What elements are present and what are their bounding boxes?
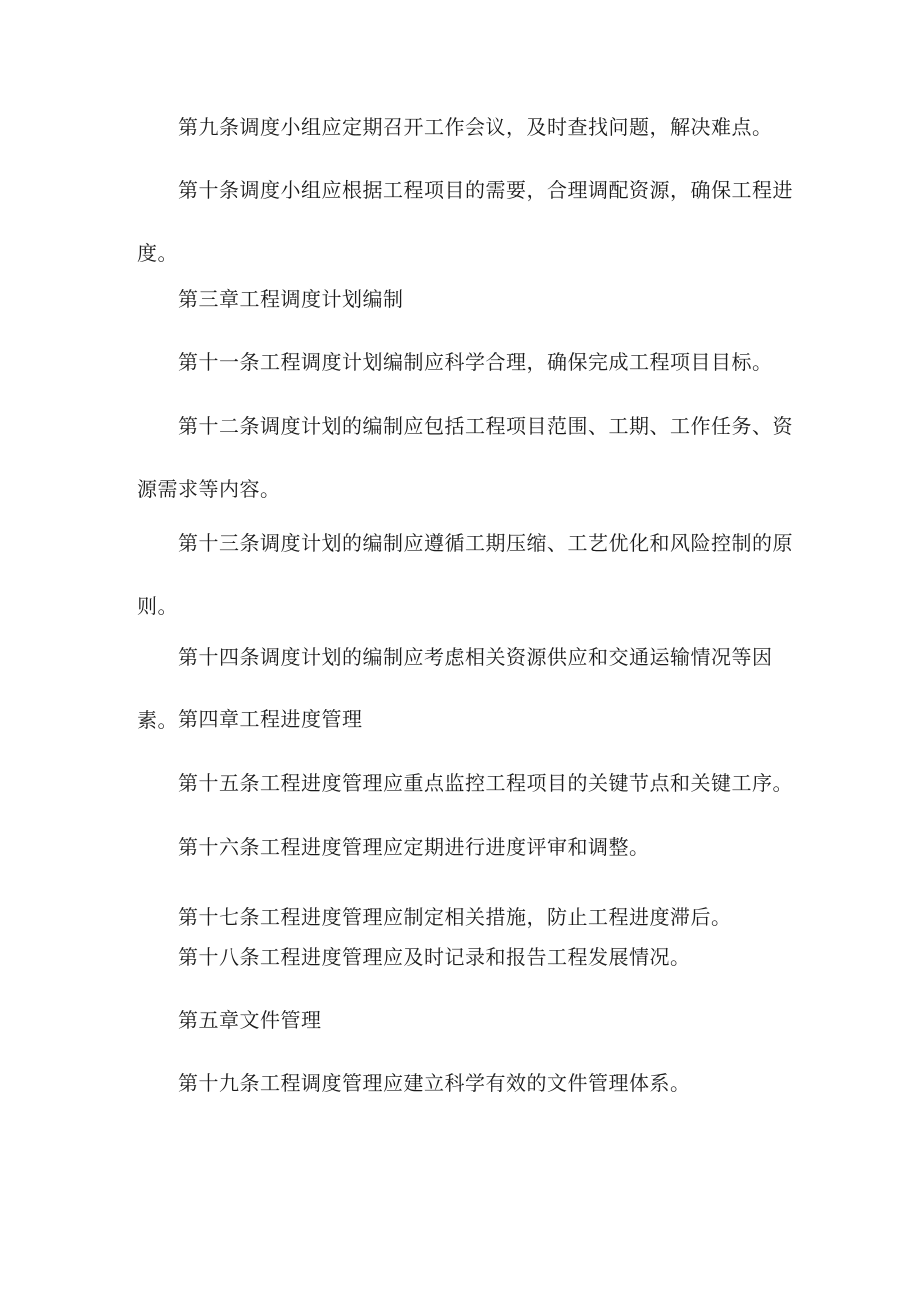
chapter-4-heading: 第四章工程进度管理 [178, 707, 363, 731]
article-18: 第十八条工程进度管理应及时记录和报告工程发展情况。 [178, 945, 691, 969]
article-16: 第十六条工程进度管理应定期进行进度评审和调整。 [178, 835, 650, 859]
chapter-5-heading: 第五章文件管理 [178, 1008, 322, 1032]
article-13: 第十三条调度计划的编制应遵循工期压缩、工艺优化和风险控制的原则。 [137, 531, 793, 618]
article-14: 第十四条调度计划的编制应考虑相关资源供应和交通运输情况等因素。 [137, 645, 773, 732]
article-15: 第十五条工程进度管理应重点监控工程项目的关键节点和关键工序。 [178, 771, 793, 795]
article-11: 第十一条工程调度计划编制应科学合理，确保完成工程项目目标。 [178, 350, 773, 374]
article-10: 第十条调度小组应根据工程项目的需要，合理调配资源，确保工程进度。 [137, 178, 793, 265]
article-17: 第十七条工程进度管理应制定相关措施，防止工程进度滞后。 [178, 905, 732, 929]
article-12: 第十二条调度计划的编制应包括工程项目范围、工期、工作任务、资源需求等内容。 [137, 414, 793, 501]
chapter-3-heading: 第三章工程调度计划编制 [178, 287, 404, 311]
article-19: 第十九条工程调度管理应建立科学有效的文件管理体系。 [178, 1071, 691, 1095]
article-9: 第九条调度小组应定期召开工作会议，及时查找问题，解决难点。 [178, 115, 773, 139]
